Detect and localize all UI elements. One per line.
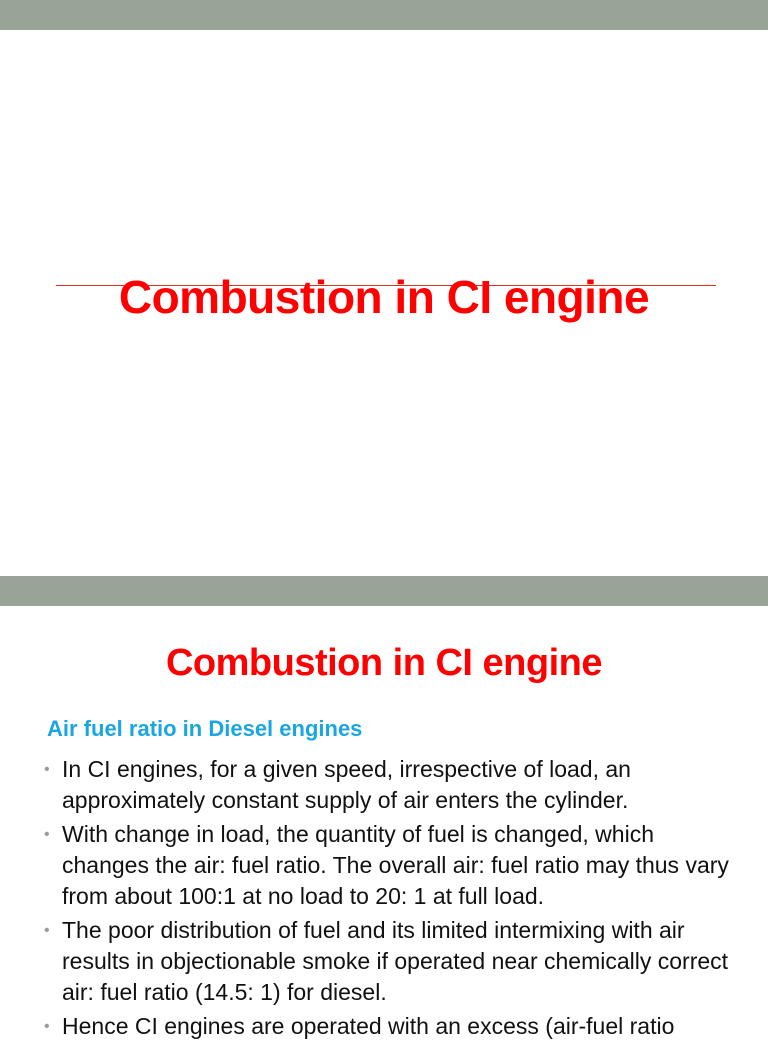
bullet-marker: •: [44, 826, 50, 843]
slide-2: [0, 606, 768, 1039]
bullet-text: Hence CI engines are operated with an excess (air-fuel ratio: [62, 1013, 675, 1039]
slide-2-subheading: Air fuel ratio in Diesel engines: [47, 716, 363, 741]
slide-1: [0, 30, 768, 576]
bullet-item: [44, 915, 744, 1008]
bullet-text: The poor distribution of fuel and its limited intermixing with air results in objectionable smoke if operated near chemically correct air: fuel ratio (14.5: 1) for diesel.: [62, 917, 729, 1005]
bullet-text: With change in load, the quantity of fuel is changed, which changes the air: fuel ratio. The overall air: fuel ratio may thus vary from about 100:1 at no load to 20: 1 at full load.: [62, 821, 729, 909]
middle-divider-bar: [0, 576, 768, 606]
slide-2-title: Combustion in CI engine: [165, 642, 603, 684]
bullet-marker: •: [44, 922, 50, 939]
bullet-marker: •: [44, 761, 50, 778]
bullet-list: [44, 754, 744, 1045]
top-divider-bar: [0, 0, 768, 30]
bullet-item: [44, 1011, 744, 1042]
slide-1-title: Combustion in CI engine: [118, 271, 650, 323]
bullet-item: [44, 819, 744, 912]
bullet-item: [44, 754, 744, 816]
bullet-marker: •: [44, 1018, 50, 1035]
bullet-text: In CI engines, for a given speed, irrespective of load, an approximately constant supply of air enters the cylinder.: [62, 756, 631, 813]
